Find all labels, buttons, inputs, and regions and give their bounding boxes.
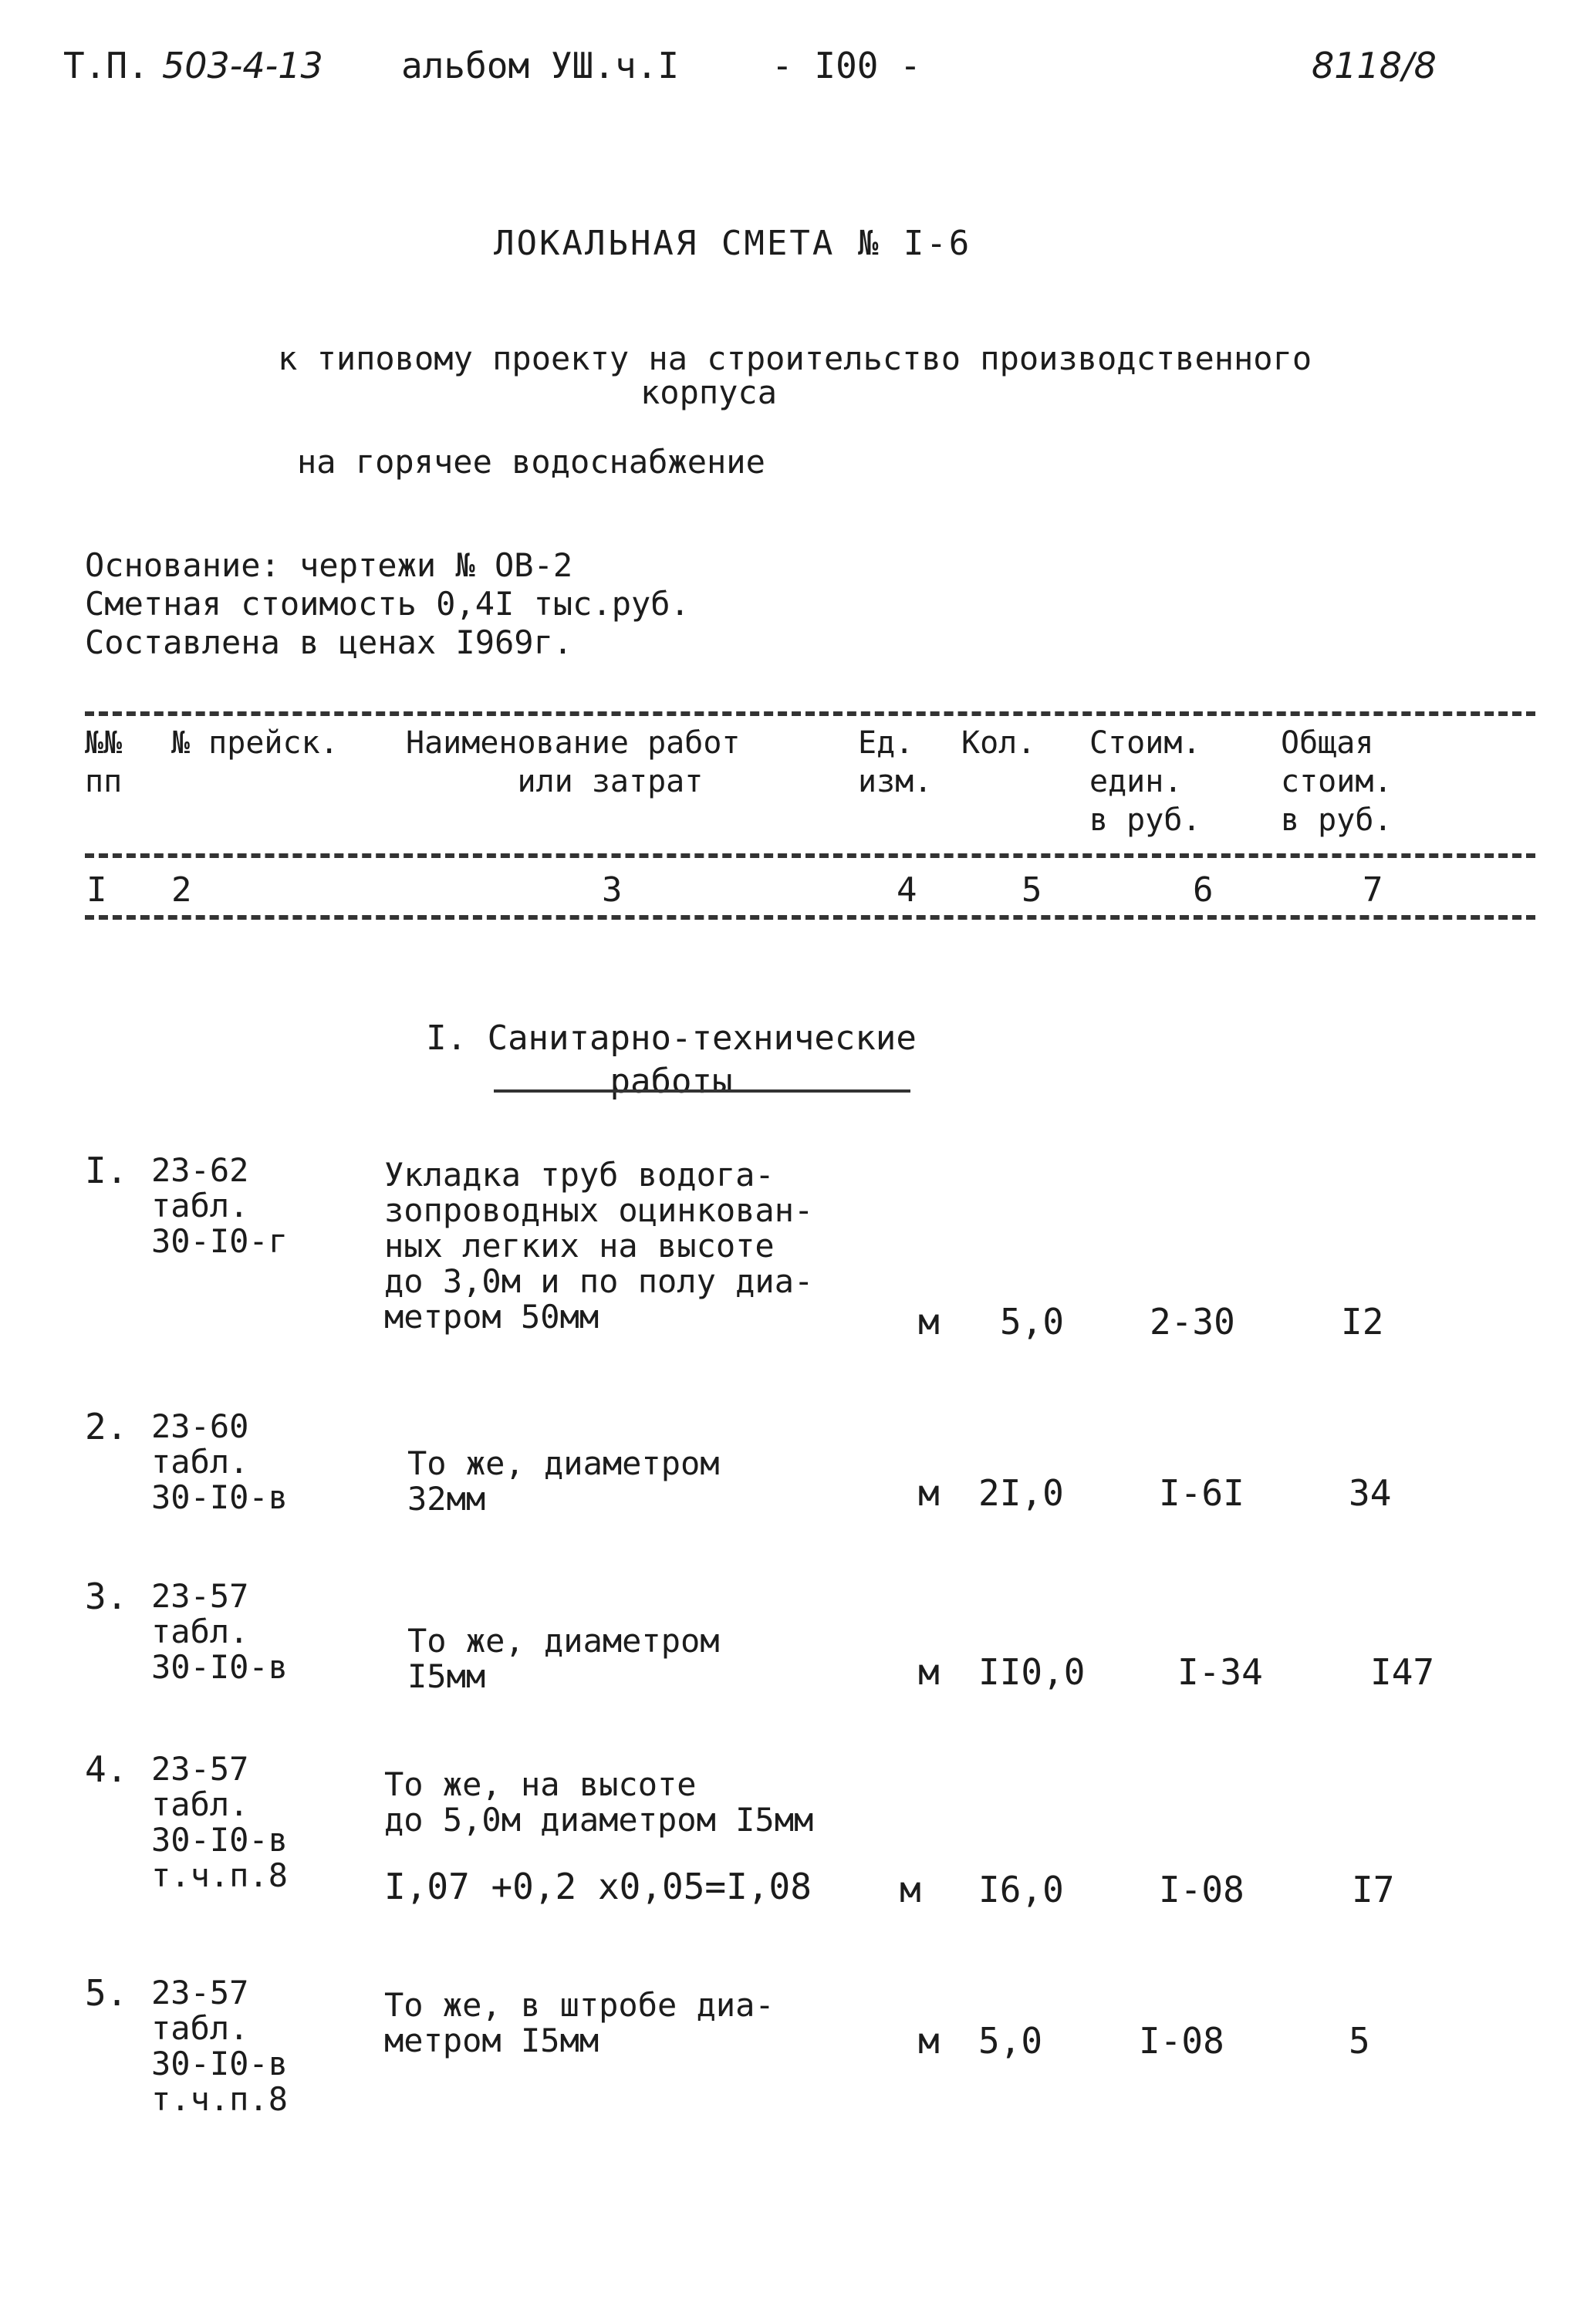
row-quantity: 5,0 [978, 2020, 1043, 2062]
row-calc-formula: I,07 +0,2 x0,05=I,08 [384, 1866, 812, 1907]
row-total: I7 [1352, 1869, 1395, 1910]
row-number: 5. [85, 1972, 128, 2014]
col-header-price-list: № прейск. [171, 725, 339, 761]
row-quantity: 2I,0 [978, 1472, 1064, 1514]
column-number-3: 3 [602, 870, 623, 910]
column-numbers-baseline [85, 915, 1535, 920]
row-price-ref: 23-57 табл. 30-I0-в т.ч.п.8 [151, 1750, 289, 1894]
row-price-ref: 23-60 табл. 30-I0-в [151, 1407, 289, 1516]
row-price-ref: 23-57 табл. 30-I0-в т.ч.п.8 [151, 1974, 289, 2118]
row-number: I. [85, 1150, 128, 1191]
subtitle-line-2: корпуса [640, 373, 778, 411]
row-quantity: 5,0 [1000, 1301, 1065, 1343]
basis-line-1: Основание: чертежи № ОВ-2 [85, 546, 573, 584]
column-number-2: 2 [171, 870, 192, 910]
row-total: I2 [1341, 1301, 1384, 1343]
section-title-line-1: I. Санитарно-технические [426, 1018, 917, 1058]
column-number-4: 4 [897, 870, 917, 910]
document-number: 8118/8 [1312, 45, 1437, 86]
row-unit: м [918, 1472, 940, 1514]
column-number-1: I [86, 870, 107, 910]
column-number-6: 6 [1193, 870, 1214, 910]
subtitle-line-1: к типовому проекту на строительство производственного [278, 339, 1312, 377]
row-unit-price: I-08 [1159, 1869, 1244, 1910]
row-number: 2. [85, 1406, 128, 1447]
row-description: То же, диаметром I5мм [407, 1622, 720, 1695]
row-unit-price: I-6I [1159, 1472, 1244, 1514]
column-number-5: 5 [1022, 870, 1042, 910]
row-unit: м [918, 2020, 940, 2062]
row-unit-price: I-08 [1139, 2020, 1224, 2062]
row-unit: м [900, 1869, 921, 1910]
row-number: 4. [85, 1748, 128, 1790]
row-unit-price: 2-30 [1150, 1301, 1235, 1343]
row-unit-price: I-34 [1177, 1651, 1263, 1693]
section-title-line-2: работы [610, 1062, 733, 1101]
table-top-divider [85, 711, 1535, 716]
row-unit: м [918, 1651, 940, 1693]
row-description: То же, на высоте до 5,0м диаметром I5мм [384, 1765, 814, 1839]
section-underline [494, 1089, 910, 1093]
col-header-unit-price: Стоим. един. в руб. [1089, 725, 1201, 838]
row-quantity: II0,0 [978, 1651, 1086, 1693]
row-price-ref: 23-62 табл. 30-I0-г [151, 1151, 289, 1260]
album-label: альбом УШ.ч.I [401, 45, 680, 86]
table-header-divider [85, 853, 1535, 858]
page-title: ЛОКАЛЬНАЯ СМЕТА № I-6 [494, 224, 972, 263]
row-description: Укладка труб водога- зопроводных оцинкован- ных легких на высоте до 3,0м и по полу диа- метром 50мм [384, 1156, 814, 1336]
project-code: 503-4-13 [162, 45, 323, 86]
row-price-ref: 23-57 табл. 30-I0-в [151, 1577, 289, 1686]
header-prefix: Т.П. [63, 45, 149, 86]
basis-line-2: Сметная стоимость 0,4I тыс.руб. [85, 585, 690, 623]
basis-line-3: Составлена в ценах I969г. [85, 623, 573, 661]
col-header-quantity: Кол. [961, 725, 1036, 761]
row-number: 3. [85, 1576, 128, 1617]
col-header-total: Общая стоим. в руб. [1281, 725, 1393, 838]
col-header-unit: Ед. изм. [858, 725, 933, 799]
page-number: - I00 - [772, 45, 921, 86]
row-total: 34 [1349, 1472, 1392, 1514]
col-header-work-name: Наименование работ или затрат [406, 725, 741, 799]
column-number-7: 7 [1363, 870, 1383, 910]
row-total: I47 [1370, 1651, 1435, 1693]
col-header-number: №№ пп [85, 725, 123, 799]
row-description: То же, диаметром 32мм [407, 1444, 720, 1518]
row-description: То же, в штробе диа- метром I5мм [384, 1986, 775, 2059]
row-total: 5 [1349, 2020, 1370, 2062]
row-unit: м [918, 1301, 940, 1343]
subtitle-line-3: на горячее водоснабжение [297, 443, 765, 481]
row-quantity: I6,0 [978, 1869, 1064, 1910]
